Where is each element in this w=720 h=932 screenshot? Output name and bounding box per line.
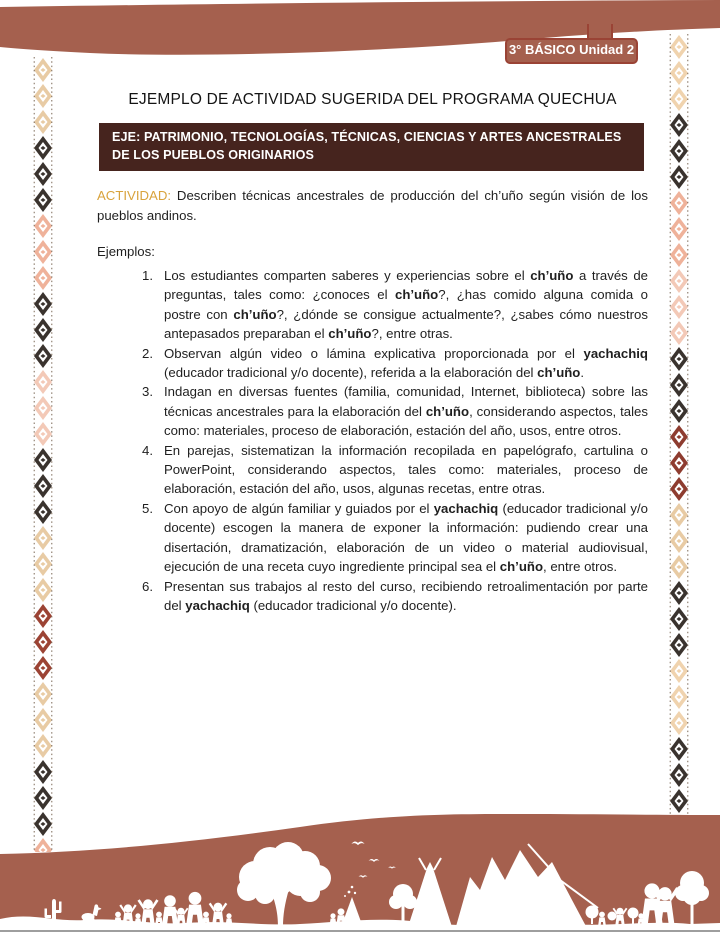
list-item-number: 1. <box>142 268 153 283</box>
activity-text: Describen técnicas ancestrales de producción del ch’uño según visión de los pueblos andinos. <box>97 188 648 223</box>
list-item-text: En parejas, sistematizan la información recopilada en papelógrafo, cartulina o PowerPoint, considerando aspectos, tales como: materiales, proceso de elaboración, estación del año, usos, algunas recetas, entre otras. <box>164 442 648 497</box>
list-item-number: 2. <box>142 345 153 361</box>
eje-label: EJE: PATRIMONIO, TECNOLOGÍAS, TÉCNICAS, CIENCIAS Y ARTES ANCESTRALES DE LOS PUEBLOS ORIGINARIOS <box>112 130 622 162</box>
list-item <box>138 577 648 616</box>
list-item-number: 6. <box>142 578 153 594</box>
activity-label: ACTIVIDAD: <box>97 188 172 203</box>
list-item <box>138 499 648 577</box>
right-textile-border-pattern <box>669 34 689 846</box>
eje-banner <box>99 123 644 171</box>
list-item <box>138 344 648 383</box>
list-item-text: Los estudiantes comparten saberes y experiencias sobre el ch’uño a través de preguntas, tales como: ¿conoces el ch’uño?, ¿has comido alguna comida o postre con ch’uño?, ¿dónde se consigue actualmente?, ¿sabes cómo nuestros antepasados preparaban el ch’uño?, entre otras. <box>164 268 648 342</box>
list-item-number: 3. <box>142 384 153 400</box>
list-item-text: Presentan sus trabajos al resto del curso, recibiendo retroalimentación por parte del yachachiq (educador tradicional y/o docente). <box>164 578 648 613</box>
unit-badge: 3° BÁSICO Unidad 2 <box>505 38 638 64</box>
page-title: EJEMPLO DE ACTIVIDAD SUGERIDA DEL PROGRAMA QUECHUA <box>128 91 617 108</box>
list-item <box>138 441 648 499</box>
list-item-text: Indagan en diversas fuentes (familia, comunidad, Internet, biblioteca) sobre las técnicas ancestrales para la elaboración del ch’uño, considerando aspectos, tales como: materiales, proceso de elaboración, estación del año, usos, entre otros. <box>164 384 648 439</box>
list-item-number: 4. <box>142 442 153 458</box>
list-item <box>138 382 648 440</box>
examples-list <box>138 266 648 615</box>
list-item-number: 5. <box>142 500 153 516</box>
list-item <box>138 266 648 344</box>
activity-paragraph <box>97 186 648 225</box>
left-textile-border-pattern <box>33 57 53 852</box>
list-item-text: Observan algún video o lámina explicativa proporcionada por el yachachiq (educador tradicional y/o docente), referida a la elaboración del ch’uño. <box>164 345 648 381</box>
examples-heading: Ejemplos: <box>97 244 155 259</box>
footer-art <box>0 782 720 932</box>
list-item-text: Con apoyo de algún familiar y guiados por el yachachiq (educador tradicional y/o docente) escogen la manera de exponer la información: pudiendo crear una disertación, dramatización, elaboración de un video o material audiovisual, ejecución de una receta cuyo ingrediente principal sea el ch’uño, entre otros. <box>164 500 648 575</box>
